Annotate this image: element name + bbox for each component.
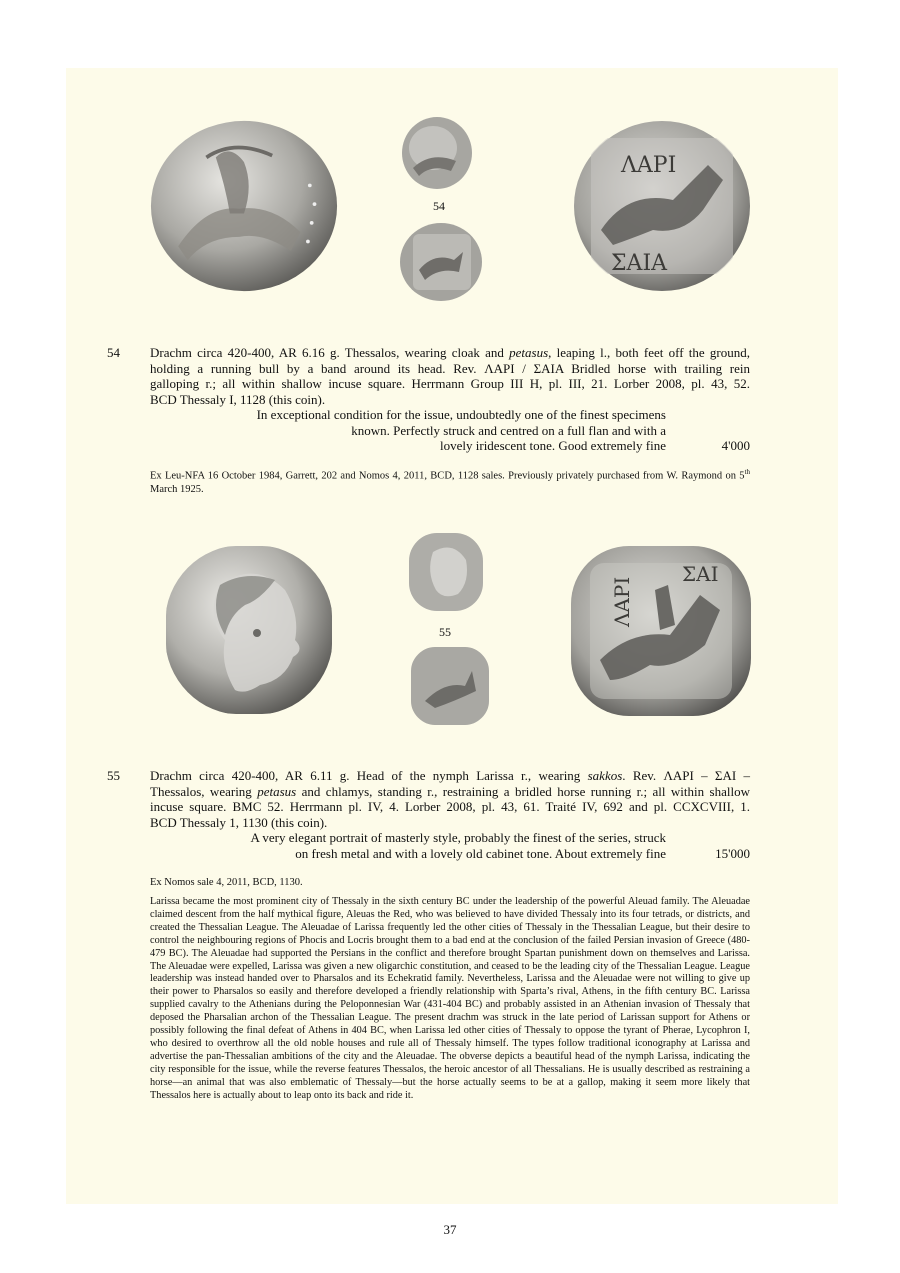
rev55-legend-right: ΣΑΙ [682, 562, 719, 586]
lot-55-line2-em: petasus [257, 783, 297, 799]
lot-55-historical-essay: Larissa became the most prominent city of Thessaly in the sixth century BC under the leadership of the powerful Aleuad family. The Aleuadae claimed descent from the half mythical figure, Aleuas the Red, who was believed to have divided Thessaly into its four tetrads, or districts, and created the Thessalian League. The Aleuadae of Larissa frequently led the other cities of Thessaly in the Thessalian League, but their desire to control the neighbouring regions of Phocis and Locris brought them to a bad end at the conclusion of the failed Persian invasion of Greece (480-479 BC). The Aleuadae had supported the Persians in the conflict and therefore brought Spartan punishment down on themselves and Larissa. The Aleuadae were expelled, Larissa was given a new oligarchic constitution, and ceased to be the leading city of the Thessalian League. League leadership was instead handed over to Pharsalos and its Echekratid family. Nevertheless, Larissa and the Aleuadae were not willing to give up their power to Pharsalos so easily and therefore developed a friendly relationship with Sparta’s rival, Athens, in the fifth century BC. Larissa supplied cavalry to the Athenians during the Peloponnesian War (431-404 BC) and probably assisted in an Athenian invasion of Thessaly that deposed the Pharsalian archon of the Thessalian League. The present drachm was struck in the late period of Larissan support for Athens or possibly following the final defeat of Athens in 404 BC, when Larissa led other cities of Thessaly to oppose the tyrant of Pherae, Lycophron I, who desired to overthrow all the old noble houses and rule all of Thessaly himself. The types follow traditional iconography at Larissa and advertise the pan-Thessalian ambitions of the city and the Aleuadae. The obverse depicts a beautiful head of the nymph Larissa, indicating the city responsible for the issue, while the reverse features Thessalos, the heroic ancestor of all Thessalians. He is usually described as restraining a horse—an animal that was also emblematic of Thessaly—but the horse actually seems to be at a gallop, making it seem more likely that Thessalos here is actually about to leap onto its back and ride it. [150, 896, 750, 1101]
lot-55-comment [150, 830, 666, 861]
coin-55-obverse-small [408, 532, 484, 612]
rev54-legend-bottom: ΣΑΙΑ [611, 251, 668, 276]
lot-55-line4: BCD Thessaly 1, 1130 (this coin). [150, 814, 328, 830]
lot-number-55: 55 [107, 768, 120, 783]
lot-54-provenance-a: W. Raymond on 5 [666, 470, 745, 482]
lot-55-line2-b: and chlamys, standing r., restraining a bridled horse running r.; all within shallow [296, 783, 750, 799]
rev54-legend-top: ΛΑΡΙ [621, 153, 677, 178]
lot-55-price: 15'000 [715, 846, 750, 861]
coin-55-label: 55 [439, 625, 451, 639]
coin-54-obverse-large [150, 120, 338, 292]
lot-54-provenance-lead: Ex Leu-NFA 16 October 1984, Garrett, 202 and Nomos 4, 2011, BCD, 1128 sales. Previously privately purchased from [150, 470, 664, 482]
lot-54-comment-3: lovely iridescent tone. Good extremely fine [440, 438, 666, 453]
lot-54-line3: galloping r.; all within shallow incuse square. Herrmann Group III H, pl. III, 21. Lorber 2008, pl. 43, 52. [150, 376, 750, 391]
coin-54-reverse-large [573, 120, 751, 292]
lot-54-provenance-b: March 1925. [150, 483, 204, 495]
coin-54-reverse-small [399, 222, 483, 302]
lot-55-line1-em: sakkos [587, 768, 623, 783]
lot-55-line2-a: Thessalos, wearing [150, 783, 258, 799]
lot-55-line3: incuse square. BMC 52. Herrmann pl. IV, 4. Lorber 2008, pl. 43, 61. Traité IV, 692 and pl. CCXCVIII, 1. [150, 799, 750, 814]
coin-55-obverse-large [165, 545, 333, 715]
lot-55-line1-a: Drachm circa 420-400, AR 6.11 g. Head of the nymph Larissa r., wearing [150, 768, 588, 783]
lot-number-54: 54 [107, 345, 120, 360]
coin-55-reverse-small [410, 646, 490, 726]
lot-55-comment-2: on fresh metal and with a lovely old cabinet tone. About extremely fine [295, 845, 666, 861]
coin-54-obverse-small [401, 116, 473, 190]
lot-55-provenance: Ex Nomos sale 4, 2011, BCD, 1130. [150, 877, 303, 888]
lot-54-title-lead: Drachm circa 420-400, AR 6.16 g. Thessalos, wearing cloak and [150, 345, 510, 360]
rev55-legend-left: ΛΑΡΙ [610, 576, 634, 627]
lot-54-title-em: petasus [509, 345, 549, 360]
coin-55-reverse-large [570, 545, 752, 717]
lot-54-title-tail: , leaping l., both feet off the ground, [548, 345, 750, 360]
lot-55-line1-b: . Rev. ΛΑΡΙ – ΣΑΙ – [622, 768, 750, 783]
lot-54-comment-1: In exceptional condition for the issue, undoubtedly one of the finest specimens [256, 407, 666, 422]
lot-54-line4: BCD Thessaly I, 1128 (this coin). [150, 391, 326, 407]
lot-54-description [150, 345, 750, 407]
coin-54-label: 54 [433, 199, 445, 213]
lot-54-comment [150, 407, 666, 454]
lot-54-comment-2: known. Perfectly struck and centred on a full flan and with a [351, 422, 666, 438]
lot-54-provenance [150, 466, 750, 496]
lot-54-provenance-sup: th [744, 468, 751, 476]
page-number: 37 [443, 1222, 457, 1237]
lot-55-comment-1: A very elegant portrait of masterly style, probably the finest of the series, struck [250, 830, 666, 845]
lot-54-line2: holding a running bull by a band around its head. Rev. ΛΑΡΙ / ΣΑΙΑ Bridled horse with trailing rein [150, 360, 750, 376]
lot-54-price: 4'000 [721, 438, 750, 453]
lot-55-description [150, 768, 750, 830]
